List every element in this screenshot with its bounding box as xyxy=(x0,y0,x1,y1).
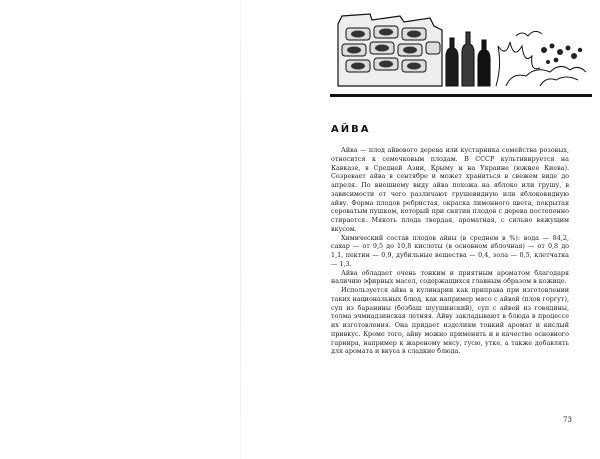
article-title: АЙВА xyxy=(331,124,371,135)
fruit-crates-illustration xyxy=(330,6,592,88)
paragraph-composition: Химический состав плодов айвы (в среднем в %): вода — 84,2, сахар — от 9,5 до 10,8 кислоты (в основном яблочная) — от 0,8 до 1,1, пектин — 0,9, дубильные вещества — 0,4, зола — 0,5, клетчатка — 1,3. xyxy=(331,233,569,268)
page-number: 73 xyxy=(563,416,572,424)
book-gutter xyxy=(240,0,241,459)
paragraph-definition: Айва — плод айвового дерева или кустарника семейства розовых, относится к семечковым плодам. В СССР культивируется на Кавказе, в Средней Азии, Крыму и на Украине (южнее Киева). Созревает айва в сентябре и может храниться в свежем виде до апреля. По внешнему виду айва похожа на яблоко или грушу, в зависимости от чего различают грушевидную или яблоковидную айву. Форма плодов ребристая, окраска лимонного цвета, покрытая сероватым пушком, который при снятии плодов с дерева постепенно стирается. Мякоть плода твердая, ароматная, с сильно вяжущим вкусом. xyxy=(331,146,569,233)
header-rule xyxy=(330,94,592,97)
paragraph-aroma: Айва обладает очень тонким и приятным ароматом благодаря наличию эфирных масел, содержащихся главным образом в кожице. xyxy=(331,268,569,286)
article-body xyxy=(331,146,569,356)
paragraph-culinary-use: Используется айва в кулинарии как приправа при изготовлении таких национальных блюд, как например мясо с айвой (плов горгут), суп из баранины (бозбаш шуушинский), суп с айвой из говядины, толма эчмиадзинская летняя. Айву закладывают в блюда в процессе их изготовления. Она придает изделиям тонкий аромат и кислый привкус. Кроме того, айву можно применять и в качестве основного гарнира, например к жареному мясу, гусю, утке, а также добавлять для аромата и вкуса в сладкие блюда. xyxy=(331,286,569,356)
